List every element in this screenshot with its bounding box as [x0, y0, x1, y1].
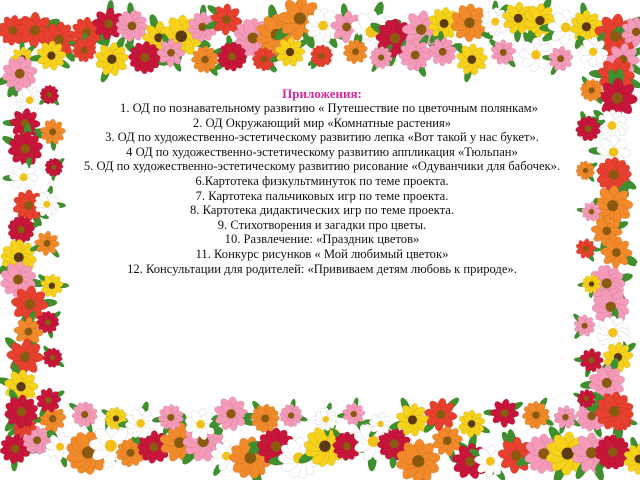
slide-content: [72, 86, 572, 276]
flower-icon: [572, 312, 596, 340]
list-item: 4 ОД по художественно-эстетическому развитию аппликация «Тюльпан»: [126, 144, 518, 159]
list-item: 2. ОД Окружающий мир «Комнатные растения»: [192, 115, 452, 130]
flower-icon: [38, 85, 60, 107]
list-item: 11. Конкурс рисунков « Мой любимый цветок»: [195, 246, 449, 261]
list-item: 5. ОД по художественно-эстетическому развитию рисование «Одуванчики для бабочек».: [83, 159, 561, 174]
list-item: 1. ОД по познавательному развитию « Путешествие по цветочным полянкам»: [120, 101, 538, 115]
flower-icon: [452, 41, 488, 83]
flower-icon: [576, 161, 599, 183]
flower-icon: [575, 238, 601, 262]
list-item: 10. Развлечение: «Праздник цветов»: [224, 232, 420, 247]
list-item: 6.Картотека физкультминуток по теме проекта.: [195, 173, 449, 188]
list-item: 9. Стихотворения и загадки про цветы.: [217, 217, 427, 232]
flower-icon: [600, 236, 639, 269]
flower-icon: [488, 38, 517, 69]
flower-icon: [307, 44, 333, 70]
list-item: 8. Картотека дидактических игр по теме проекта.: [189, 203, 454, 218]
flower-icon: [279, 398, 308, 427]
flower-icon: [483, 398, 524, 427]
flower-icon: [68, 401, 98, 433]
flower-icon: [337, 397, 366, 426]
list-item: 3. ОД по художественно-эстетическому развитию лепка «Вот такой у нас букет».: [105, 130, 539, 145]
flower-icon: [44, 157, 65, 181]
list-item: 12. Консультации для родителей: «Прививаем детям любовь к природе».: [127, 261, 517, 276]
list-item: 7. Картотека пальчиковых игр по теме проекта.: [195, 188, 449, 203]
slide-title: Приложения:: [282, 86, 362, 101]
flower-icon: [522, 396, 555, 429]
flower-icon: [42, 345, 65, 369]
